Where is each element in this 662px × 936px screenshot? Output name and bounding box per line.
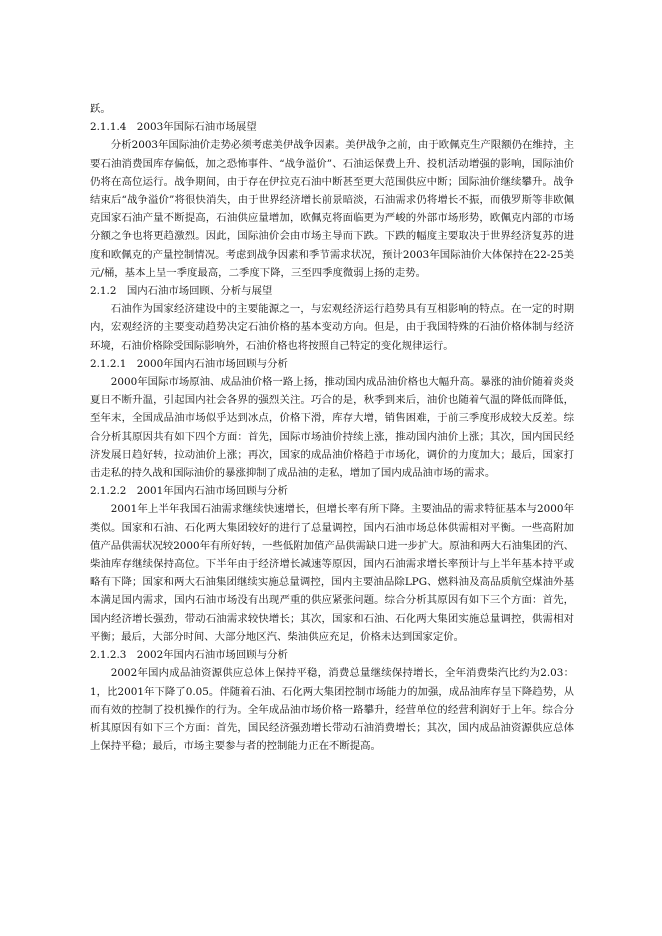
- paragraph-2000-review: 2000年国际市场原油、成品油价格一路上扬，推动国内成品油价格也大幅升高。暴涨的油价随着炎炎夏日不断升温，引起国内社会各界的强烈关注。巧合的是，秋季到来后，油价也随着气温的降低而降低，至年末，全国成品油市场似乎达到冰点，价格下滑，库存大增，销售困难，于前三季度形成较大反差。综合分析其原因共有如下四个方面：首先，国际市场油价持续上涨，推动国内油价上涨；其次，国内国民经济发展日趋好转，拉动油价上涨；再次，国家的成品油价格趋于市场化，调价的力度加大；最后，国家打击走私的持久战和国际油价的暴涨抑制了成品油的走私，增加了国内成品油市场的需求。: [90, 376, 574, 480]
- paragraph-2001-review: 2001年上半年我国石油需求继续快速增长，但增长率有所下降。主要油品的需求特征基本与2000年类似。国家和石油、石化两大集团较好的进行了总量调控，国内石油市场总体供需相对平衡。一些高附加值产品供需状况较2000年有所好转，一些低附加值产品供需缺口进一步扩大。原油和两大石油集团的汽、柴油库存继续保持高位。下半年由于经济增长减速等原因，国内石油需求增长率预计与上半年基本持平或略有下降；国家和两大石油集团继续实施总量调控，国内主要油品除LPG、燃料油及高品质航空煤油外基本满足国内需求，国内石油市场没有出现严重的供应紧张问题。综合分析其原因有如下三个方面：首先，国内经济增长强劲，带动石油需求较快增长；其次，国家和石油、石化两大集团实施总量调控，供需相对平衡；最后，大部分时间、大部分地区汽、柴油供应充足，价格未达到国家定价。: [90, 503, 574, 643]
- section-heading-2-1-2-2: 2.1.2.2 2001年国内石油市场回顾与分析: [90, 485, 288, 498]
- paragraph-2002-review: 2002年国内成品油资源供应总体上保持平稳，消费总量继续保持增长，全年消费柴汽比约为2.03：1，比2001年下降了0.05。伴随着石油、石化两大集团控制市场能力的加强，成品油库存呈下降趋势，从而有效的控制了投机操作的行为。全年成品油市场价格一路攀升，经营单位的经营利润好于上年。综合分析其原因有如下三个方面：首先，国民经济强劲增长带动石油消费增长；其次，国内成品油资源供应总体上保持平稳；最后，市场主要参与者的控制能力正在不断提高。: [90, 667, 574, 753]
- section-heading-2-1-2-3: 2.1.2.3 2002年国内石油市场回顾与分析: [90, 649, 288, 662]
- continuation-text: 跃。: [90, 103, 111, 115]
- section-heading-2-1-2-1: 2.1.2.1 2000年国内石油市场回顾与分析: [90, 357, 288, 370]
- paragraph-2003-outlook: 分析2003年国际油价走势必须考虑美伊战争因素。美伊战争之前，由于欧佩克生产限额仍在维持，主要石油消费国库存偏低，加之恐怖事件、“战争溢价”、石油运保费上升、投机活动增强的影响，国际油价仍将在高位运行。战争期间，由于存在伊拉克石油中断甚至更大范围供应中断；国际油价继续攀升。战争结束后“战争溢价”将很快消失，由于世界经济增长前景暗淡，石油需求仍将增长不振，而俄罗斯等非欧佩克国家石油产量不断提高，石油供应量增加，欧佩克将面临更为严峻的外部市场形势，欧佩克内部的市场分额之争也将更趋激烈。因此，国际油价会由市场主导而下跌。下跌的幅度主要取决于世界经济复苏的进度和欧佩克的产量控制情况。考虑到战争因素和季节需求状况，预计2003年国际油价大体保持在22-25美元/桶，基本上呈一季度最高，二季度下降，三至四季度微弱上扬的走势。: [90, 139, 574, 279]
- section-heading-2-1-1-4: 2.1.1.4 2003年国际石油市场展望: [90, 121, 257, 134]
- document-page: [90, 100, 574, 755]
- paragraph-domestic-intro: 石油作为国家经济建设中的主要能源之一，与宏观经济运行趋势具有互相影响的特点。在一定的时期内，宏观经济的主要变动趋势决定石油价格的基本变动方向。但是，由于我国特殊的石油价格体制与经济环境，石油价格除受国际影响外，石油价格也将按照自己特定的变化规律运行。: [90, 303, 574, 352]
- section-heading-2-1-2: 2.1.2 国内石油市场回顾、分析与展望: [90, 285, 273, 298]
